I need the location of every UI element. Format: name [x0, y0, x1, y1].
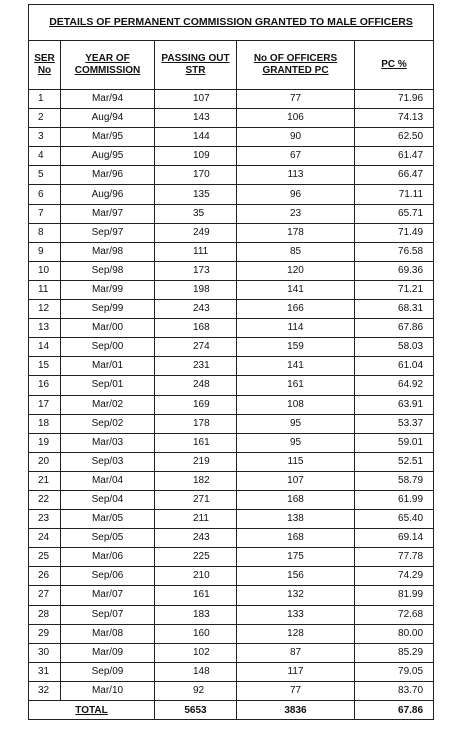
cell-ser: 17 [29, 395, 61, 414]
cell-passing-out: 135 [155, 185, 237, 204]
cell-year: Mar/01 [61, 357, 155, 376]
cell-ser: 14 [29, 338, 61, 357]
cell-passing-out: 198 [155, 280, 237, 299]
cell-granted-pc: 113 [237, 166, 355, 185]
cell-granted-pc: 168 [237, 490, 355, 509]
cell-year: Mar/98 [61, 242, 155, 261]
cell-ser: 2 [29, 109, 61, 128]
cell-pc-percent: 61.47 [355, 147, 434, 166]
cell-passing-out: 248 [155, 376, 237, 395]
cell-passing-out: 243 [155, 529, 237, 548]
cell-granted-pc: 159 [237, 338, 355, 357]
cell-year: Sep/04 [61, 490, 155, 509]
cell-ser: 10 [29, 261, 61, 280]
cell-ser: 5 [29, 166, 61, 185]
cell-passing-out: 170 [155, 166, 237, 185]
cell-pc-percent: 74.29 [355, 567, 434, 586]
cell-passing-out: 161 [155, 433, 237, 452]
table-row [29, 147, 434, 166]
cell-ser: 27 [29, 586, 61, 605]
cell-pc-percent: 61.04 [355, 357, 434, 376]
total-granted-pc: 3836 [237, 701, 355, 720]
cell-pc-percent: 74.13 [355, 109, 434, 128]
cell-year: Sep/99 [61, 300, 155, 319]
cell-year: Sep/00 [61, 338, 155, 357]
cell-pc-percent: 79.05 [355, 662, 434, 681]
table-row [29, 624, 434, 643]
table-row [29, 90, 434, 109]
cell-granted-pc: 67 [237, 147, 355, 166]
cell-year: Mar/07 [61, 586, 155, 605]
cell-granted-pc: 77 [237, 90, 355, 109]
cell-granted-pc: 87 [237, 643, 355, 662]
cell-year: Mar/06 [61, 548, 155, 567]
cell-year: Mar/00 [61, 319, 155, 338]
cell-year: Sep/03 [61, 452, 155, 471]
cell-pc-percent: 72.68 [355, 605, 434, 624]
cell-ser: 8 [29, 223, 61, 242]
cell-granted-pc: 138 [237, 510, 355, 529]
cell-ser: 4 [29, 147, 61, 166]
header-row [29, 41, 434, 90]
cell-year: Sep/02 [61, 414, 155, 433]
cell-passing-out: 182 [155, 471, 237, 490]
table-row [29, 586, 434, 605]
cell-pc-percent: 58.03 [355, 338, 434, 357]
cell-pc-percent: 69.36 [355, 261, 434, 280]
table-row [29, 261, 434, 280]
cell-year: Sep/98 [61, 261, 155, 280]
cell-granted-pc: 108 [237, 395, 355, 414]
cell-pc-percent: 71.96 [355, 90, 434, 109]
cell-year: Aug/96 [61, 185, 155, 204]
table-row [29, 548, 434, 567]
cell-granted-pc: 107 [237, 471, 355, 490]
cell-pc-percent: 63.91 [355, 395, 434, 414]
cell-passing-out: 107 [155, 90, 237, 109]
cell-ser: 15 [29, 357, 61, 376]
cell-ser: 3 [29, 128, 61, 147]
cell-granted-pc: 95 [237, 433, 355, 452]
cell-granted-pc: 115 [237, 452, 355, 471]
cell-passing-out: 35 [155, 204, 237, 223]
cell-year: Mar/94 [61, 90, 155, 109]
cell-year: Mar/96 [61, 166, 155, 185]
cell-pc-percent: 67.86 [355, 319, 434, 338]
cell-passing-out: 144 [155, 128, 237, 147]
cell-pc-percent: 65.40 [355, 510, 434, 529]
cell-granted-pc: 175 [237, 548, 355, 567]
cell-pc-percent: 68.31 [355, 300, 434, 319]
cell-granted-pc: 166 [237, 300, 355, 319]
table-title-cell [29, 5, 434, 41]
table-row [29, 185, 434, 204]
cell-pc-percent: 53.37 [355, 414, 434, 433]
header-ser: SER No [29, 41, 61, 90]
cell-year: Mar/02 [61, 395, 155, 414]
cell-pc-percent: 71.11 [355, 185, 434, 204]
cell-passing-out: 168 [155, 319, 237, 338]
cell-year: Mar/09 [61, 643, 155, 662]
cell-pc-percent: 81.99 [355, 586, 434, 605]
cell-granted-pc: 156 [237, 567, 355, 586]
cell-granted-pc: 141 [237, 280, 355, 299]
cell-pc-percent: 66.47 [355, 166, 434, 185]
cell-granted-pc: 114 [237, 319, 355, 338]
cell-passing-out: 173 [155, 261, 237, 280]
cell-granted-pc: 132 [237, 586, 355, 605]
cell-ser: 31 [29, 662, 61, 681]
table-row [29, 204, 434, 223]
cell-granted-pc: 168 [237, 529, 355, 548]
cell-passing-out: 143 [155, 109, 237, 128]
cell-pc-percent: 59.01 [355, 433, 434, 452]
cell-pc-percent: 80.00 [355, 624, 434, 643]
cell-year: Sep/07 [61, 605, 155, 624]
table-row [29, 567, 434, 586]
header-pc-percent: PC % [355, 41, 434, 90]
cell-pc-percent: 69.14 [355, 529, 434, 548]
cell-year: Sep/97 [61, 223, 155, 242]
table-row [29, 605, 434, 624]
table-row [29, 471, 434, 490]
table-row [29, 395, 434, 414]
cell-ser: 22 [29, 490, 61, 509]
cell-ser: 13 [29, 319, 61, 338]
cell-granted-pc: 77 [237, 681, 355, 700]
cell-ser: 30 [29, 643, 61, 662]
cell-passing-out: 161 [155, 586, 237, 605]
table-row [29, 510, 434, 529]
cell-passing-out: 169 [155, 395, 237, 414]
document-page [28, 4, 433, 720]
cell-ser: 1 [29, 90, 61, 109]
cell-ser: 7 [29, 204, 61, 223]
cell-ser: 19 [29, 433, 61, 452]
cell-passing-out: 109 [155, 147, 237, 166]
cell-granted-pc: 128 [237, 624, 355, 643]
cell-year: Mar/97 [61, 204, 155, 223]
cell-granted-pc: 96 [237, 185, 355, 204]
cell-passing-out: 231 [155, 357, 237, 376]
cell-year: Sep/05 [61, 529, 155, 548]
cell-year: Mar/05 [61, 510, 155, 529]
table-row [29, 223, 434, 242]
cell-ser: 29 [29, 624, 61, 643]
total-label: TOTAL [75, 704, 108, 716]
cell-year: Sep/09 [61, 662, 155, 681]
total-pc-percent: 67.86 [355, 701, 434, 720]
pc-details-table [28, 4, 434, 720]
cell-year: Mar/10 [61, 681, 155, 700]
cell-passing-out: 148 [155, 662, 237, 681]
header-passing-out: PASSING OUT STR [155, 41, 237, 90]
cell-passing-out: 178 [155, 414, 237, 433]
table-row [29, 681, 434, 700]
cell-passing-out: 274 [155, 338, 237, 357]
table-row [29, 166, 434, 185]
table-row [29, 128, 434, 147]
cell-pc-percent: 64.92 [355, 376, 434, 395]
cell-passing-out: 92 [155, 681, 237, 700]
total-label-cell [29, 701, 155, 720]
total-passing-out: 5653 [155, 701, 237, 720]
cell-ser: 20 [29, 452, 61, 471]
cell-passing-out: 111 [155, 242, 237, 261]
table-row [29, 357, 434, 376]
cell-granted-pc: 23 [237, 204, 355, 223]
cell-passing-out: 102 [155, 643, 237, 662]
cell-ser: 12 [29, 300, 61, 319]
table-title: DETAILS OF PERMANENT COMMISSION GRANTED TO MALE OFFICERS [49, 16, 413, 28]
cell-passing-out: 271 [155, 490, 237, 509]
cell-granted-pc: 141 [237, 357, 355, 376]
cell-passing-out: 183 [155, 605, 237, 624]
cell-passing-out: 211 [155, 510, 237, 529]
cell-year: Sep/01 [61, 376, 155, 395]
cell-pc-percent: 76.58 [355, 242, 434, 261]
cell-year: Mar/08 [61, 624, 155, 643]
cell-ser: 21 [29, 471, 61, 490]
table-row [29, 376, 434, 395]
cell-granted-pc: 106 [237, 109, 355, 128]
table-body [29, 90, 434, 701]
cell-year: Mar/95 [61, 128, 155, 147]
cell-year: Mar/99 [61, 280, 155, 299]
cell-ser: 23 [29, 510, 61, 529]
cell-granted-pc: 133 [237, 605, 355, 624]
cell-ser: 24 [29, 529, 61, 548]
table-row [29, 280, 434, 299]
table-row [29, 643, 434, 662]
table-row [29, 490, 434, 509]
cell-pc-percent: 85.29 [355, 643, 434, 662]
cell-pc-percent: 71.49 [355, 223, 434, 242]
table-row [29, 242, 434, 261]
cell-ser: 9 [29, 242, 61, 261]
cell-ser: 18 [29, 414, 61, 433]
table-row [29, 414, 434, 433]
cell-passing-out: 225 [155, 548, 237, 567]
cell-passing-out: 160 [155, 624, 237, 643]
cell-ser: 16 [29, 376, 61, 395]
cell-year: Aug/94 [61, 109, 155, 128]
cell-year: Mar/03 [61, 433, 155, 452]
table-row [29, 529, 434, 548]
cell-ser: 32 [29, 681, 61, 700]
cell-pc-percent: 77.78 [355, 548, 434, 567]
cell-granted-pc: 178 [237, 223, 355, 242]
cell-year: Mar/04 [61, 471, 155, 490]
cell-pc-percent: 65.71 [355, 204, 434, 223]
header-year: YEAR OF COMMISSION [61, 41, 155, 90]
cell-granted-pc: 85 [237, 242, 355, 261]
cell-granted-pc: 120 [237, 261, 355, 280]
table-row [29, 319, 434, 338]
cell-ser: 25 [29, 548, 61, 567]
cell-granted-pc: 90 [237, 128, 355, 147]
cell-pc-percent: 71.21 [355, 280, 434, 299]
cell-granted-pc: 161 [237, 376, 355, 395]
cell-granted-pc: 95 [237, 414, 355, 433]
total-row [29, 701, 434, 720]
table-row [29, 662, 434, 681]
cell-ser: 26 [29, 567, 61, 586]
cell-passing-out: 243 [155, 300, 237, 319]
table-row [29, 338, 434, 357]
cell-pc-percent: 62.50 [355, 128, 434, 147]
cell-passing-out: 249 [155, 223, 237, 242]
cell-ser: 6 [29, 185, 61, 204]
cell-passing-out: 210 [155, 567, 237, 586]
cell-pc-percent: 52.51 [355, 452, 434, 471]
cell-ser: 28 [29, 605, 61, 624]
cell-pc-percent: 61.99 [355, 490, 434, 509]
cell-granted-pc: 117 [237, 662, 355, 681]
table-row [29, 300, 434, 319]
table-row [29, 109, 434, 128]
table-row [29, 433, 434, 452]
cell-pc-percent: 83.70 [355, 681, 434, 700]
cell-ser: 11 [29, 280, 61, 299]
cell-year: Sep/06 [61, 567, 155, 586]
cell-passing-out: 219 [155, 452, 237, 471]
table-row [29, 452, 434, 471]
cell-year: Aug/95 [61, 147, 155, 166]
header-granted-pc: No OF OFFICERS GRANTED PC [237, 41, 355, 90]
cell-pc-percent: 58.79 [355, 471, 434, 490]
